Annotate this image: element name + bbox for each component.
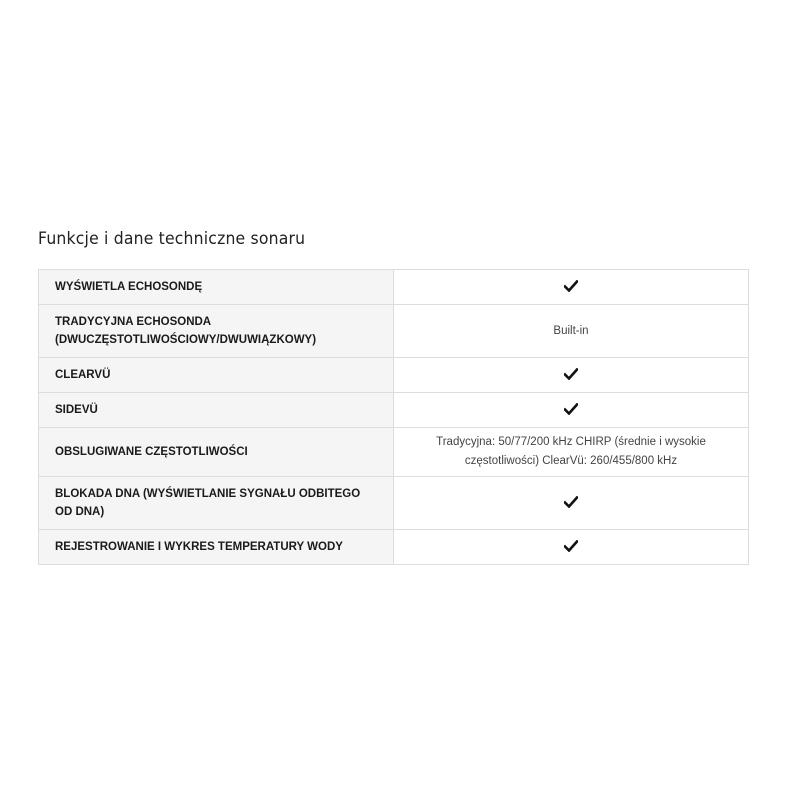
section-title: Funkcje i dane techniczne sonaru	[38, 229, 306, 249]
check-icon	[564, 280, 578, 292]
table-row	[39, 393, 749, 428]
table-row	[39, 358, 749, 393]
row-value	[394, 393, 749, 428]
row-label: CLEARVÜ	[39, 358, 394, 393]
table-row	[39, 530, 749, 565]
table-row	[39, 428, 749, 477]
check-icon	[564, 496, 578, 508]
row-value	[394, 270, 749, 305]
row-label: OBSLUGIWANE CZĘSTOTLIWOŚCI	[39, 428, 394, 477]
check-icon	[564, 403, 578, 415]
row-label: WYŚWIETLA ECHOSONDĘ	[39, 270, 394, 305]
row-label: REJESTROWANIE I WYKRES TEMPERATURY WODY	[39, 530, 394, 565]
row-label: BLOKADA DNA (WYŚWIETLANIE SYGNAŁU ODBITEGO OD DNA)	[39, 477, 394, 530]
row-label: SIDEVÜ	[39, 393, 394, 428]
row-label: TRADYCYJNA ECHOSONDA (DWUCZĘSTOTLIWOŚCIOWY/DWUWIĄZKOWY)	[39, 305, 394, 358]
check-icon	[564, 368, 578, 380]
table-row	[39, 477, 749, 530]
table-row	[39, 305, 749, 358]
table-row	[39, 270, 749, 305]
row-value: Built-in	[394, 305, 749, 358]
specs-table	[38, 269, 749, 565]
sonar-specs-section	[38, 228, 748, 565]
row-value	[394, 358, 749, 393]
row-value	[394, 477, 749, 530]
row-value: Tradycyjna: 50/77/200 kHz CHIRP (średnie i wysokie częstotliwości) ClearVü: 260/455/800 kHz	[394, 428, 749, 477]
row-value	[394, 530, 749, 565]
check-icon	[564, 540, 578, 552]
